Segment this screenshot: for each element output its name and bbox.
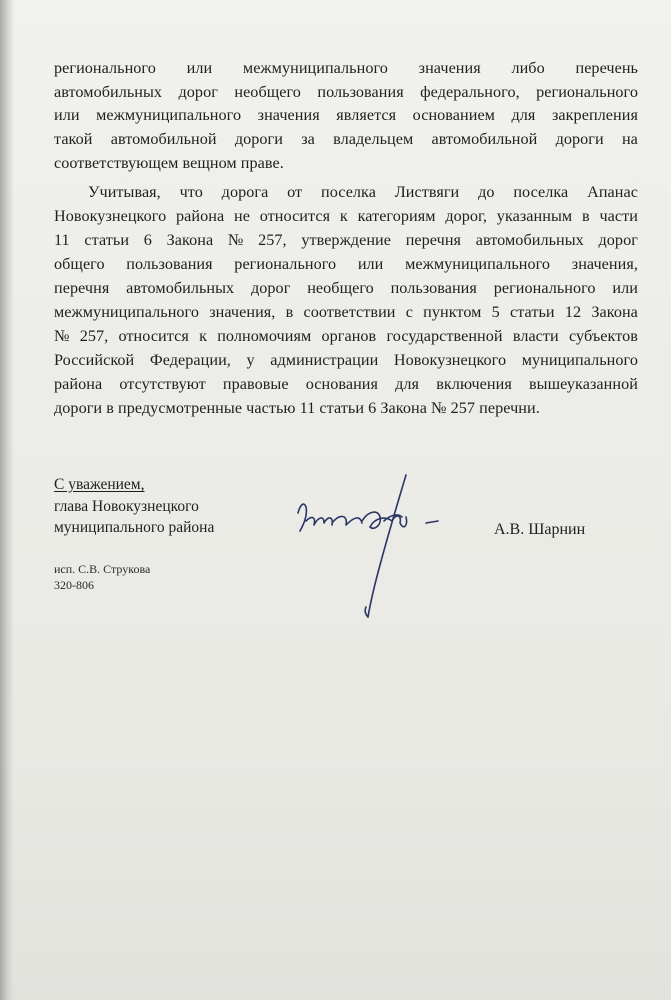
executor-phone: 320-806 <box>54 578 94 592</box>
body-line: соответствующем вещном праве. <box>54 154 284 172</box>
body-line: Новокузнецкого района не относится к категориям дорог, указанным в части <box>54 207 638 225</box>
closing-regards: С уважением, <box>54 476 145 493</box>
body-line: дороги в предусмотренные частью 11 статьи 6 Закона № 257 перечни. <box>54 399 540 417</box>
signer-position-line2: муниципального района <box>54 519 215 536</box>
signer-name: А.В. Шарнин <box>494 521 586 538</box>
body-line: района отсутствуют правовые основания для включения вышеуказанной <box>54 375 638 393</box>
body-line: межмуниципального значения, в соответствии с пунктом 5 статьи 12 Закона <box>54 303 638 321</box>
body-line: автомобильных дорог необщего пользования федерального, регионального <box>54 83 638 101</box>
handwritten-signature <box>288 465 458 635</box>
body-line: 11 статьи 6 Закона № 257, утверждение перечня автомобильных дорог <box>54 231 638 249</box>
body-line: перечня автомобильных дорог необщего пользования регионального или <box>54 279 638 297</box>
body-line: такой автомобильной дороги за владельцем автомобильной дороги на <box>54 130 638 148</box>
executor-name: исп. С.В. Струкова <box>54 562 151 576</box>
body-line: № 257, относится к полномочиям органов государственной власти субъектов <box>54 327 638 345</box>
body-line: регионального или межмуниципального значения либо перечень <box>54 59 638 77</box>
page-edge-shadow <box>0 0 14 1000</box>
body-line: Учитывая, что дорога от поселка Листвяги до поселка Апанас <box>88 183 638 201</box>
body-line: Российской Федерации, у администрации Новокузнецкого муниципального <box>54 351 638 369</box>
body-line: общего пользования регионального или межмуниципального значения, <box>54 255 638 273</box>
signer-position-line1: глава Новокузнецкого <box>54 498 199 515</box>
body-line: или межмуниципального значения является основанием для закрепления <box>54 106 638 124</box>
